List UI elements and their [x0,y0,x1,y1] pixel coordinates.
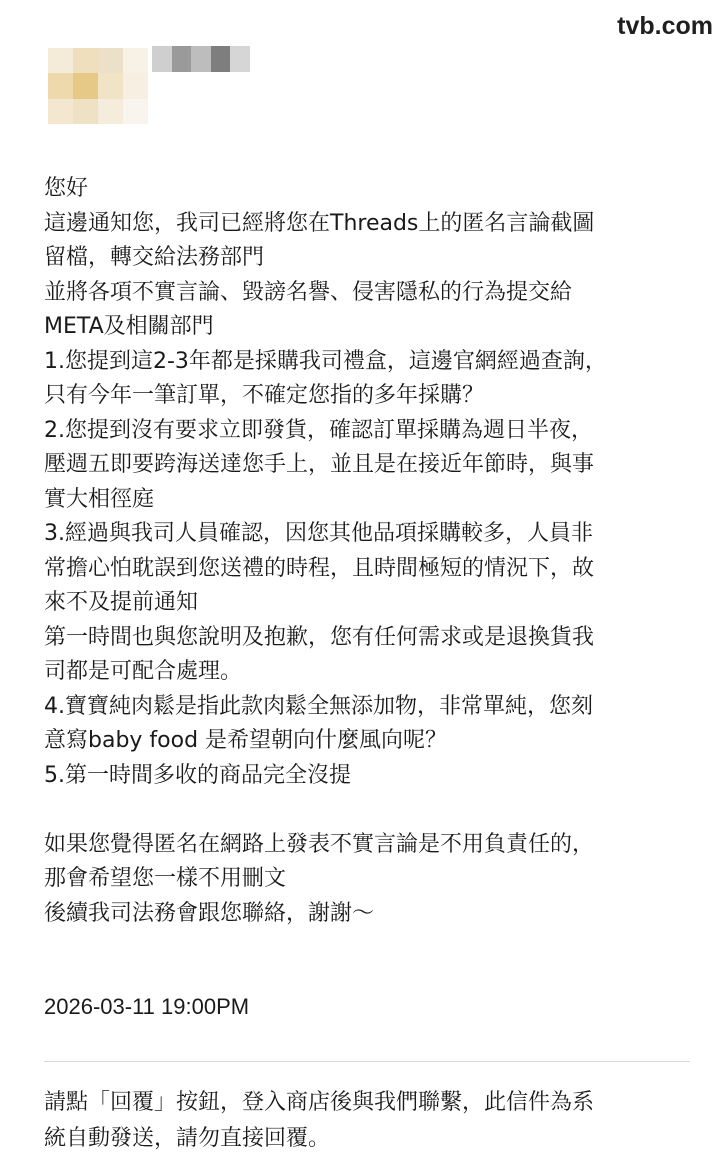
footer-line: 統自動發送，請勿直接回覆。 [44,1126,331,1151]
message-line: 5.第一時間多收的商品完全沒提 [44,762,351,788]
message-line: 第一時間也與您說明及抱歉，您有任何需求或是退換貨我 [44,624,595,650]
name-pixel [191,46,211,72]
name-pixel [152,46,172,72]
avatar-pixel [48,99,73,124]
message-line: 實大相徑庭 [44,486,155,512]
message-line: 2.您提到沒有要求立即發貨，確認訂單採購為週日半夜， [44,417,593,443]
message-line: 您好 [44,176,89,201]
avatar-pixel [48,73,73,98]
sender-name-blurred [152,46,250,72]
message-body [44,172,704,931]
name-pixel [230,46,250,72]
message-line: 這邊通知您，我司已經將您在Threads上的匿名言論截圖 [44,210,595,236]
message-line: 後續我司法務會跟您聯絡，謝謝～ [44,900,375,926]
avatar-pixel [123,48,148,73]
avatar-pixel [98,99,123,124]
avatar-pixel [73,48,98,73]
message-line: 如果您覺得匿名在網路上發表不實言論是不用負責任的， [44,831,595,857]
message-line: 並將各項不實言論、毀謗名譽、侵害隱私的行為提交給 [44,279,573,305]
footer-divider [44,1061,690,1062]
tvb-watermark-logo: tvb.com [617,12,713,40]
message-line: 壓週五即要跨海送達您手上，並且是在接近年節時，與事 [44,452,595,477]
message-line: 常擔心怕耽誤到您送禮的時程，且時間極短的情況下，故 [44,555,595,581]
message-line: 3.經過與我司人員確認，因您其他品項採購較多，人員非 [44,521,593,546]
message-line: 來不及提前通知 [44,590,199,615]
message-line: 留檔，轉交給法務部門 [44,245,265,270]
avatar-pixel [123,73,148,98]
avatar-pixel [123,99,148,124]
name-pixel [172,46,192,72]
auto-reply-notice [44,1085,704,1157]
message-line: 4.寶寶純肉鬆是指此款肉鬆全無添加物，非常單純，您刻 [44,693,593,719]
message-blank-line [44,793,704,828]
avatar-pixel [98,73,123,98]
name-pixel [211,46,231,72]
message-line: META及相關部門 [44,314,214,339]
message-line: 司都是可配合處理。 [44,659,243,684]
avatar-pixel [73,73,98,98]
sender-avatar [48,48,148,124]
footer-line: 請點「回覆」按鈕，登入商店後與我們聯繫，此信件為系 [44,1090,595,1115]
avatar-pixel [73,99,98,124]
message-line: 意寫baby food 是希望朝向什麼風向呢？ [44,728,448,753]
message-timestamp: 2026-03-11 19:00PM [44,994,250,1019]
avatar-pixel [98,48,123,73]
message-line: 只有今年一筆訂單，不確定您指的多年採購？ [44,383,485,408]
avatar-pixel [48,48,73,73]
message-line: 1.您提到這2-3年都是採購我司禮盒，這邊官網經過查詢， [44,348,607,374]
message-line: 那會希望您一樣不用刪文 [44,866,287,891]
